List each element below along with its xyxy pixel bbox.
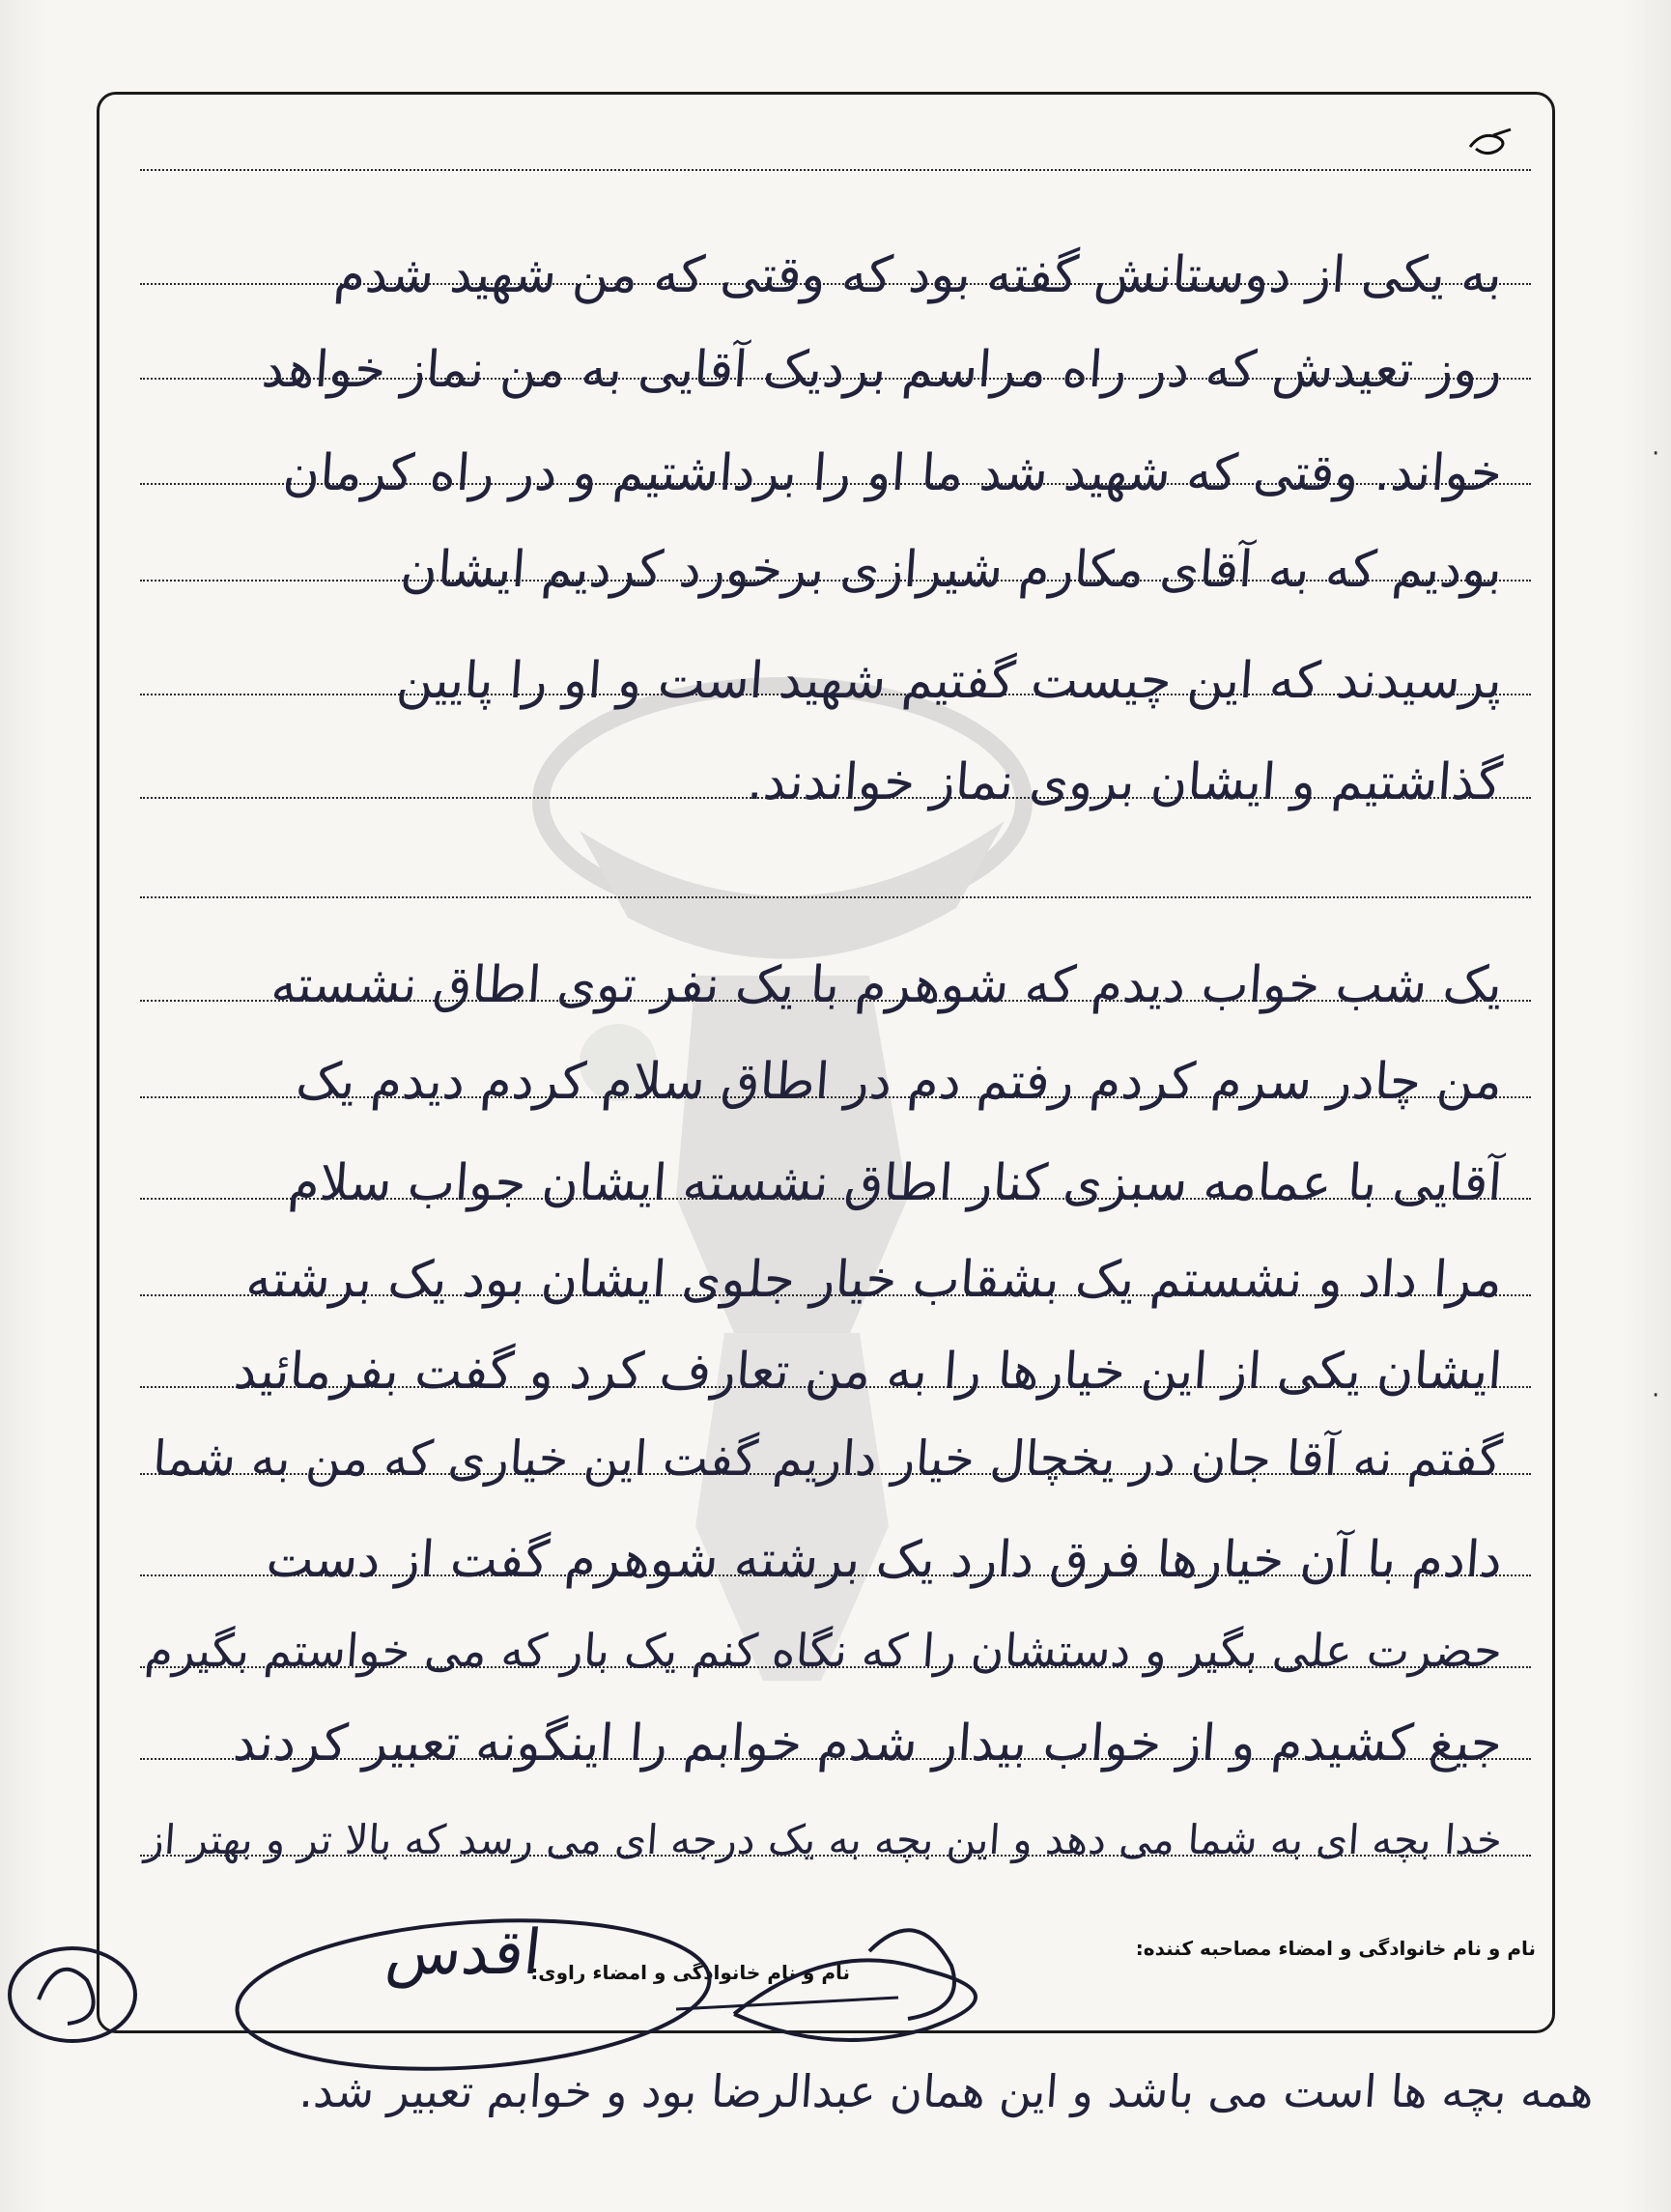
handwritten-line: گفتم نه آقا جان در یخچال خیار داریم گفت این خیاری که من به شما <box>151 1431 1505 1487</box>
handwritten-line: ایشان یکی از این خیارها را به من تعارف کرد و گفت بفرمائید <box>232 1343 1505 1401</box>
handwritten-line: حضرت علی بگیر و دستشان را که نگاه کنم یک بار که می خواستم بگیرم <box>143 1625 1504 1678</box>
signature-scribbles-icon <box>0 1835 1671 2086</box>
handwritten-line: آقایی با عمامه سبزی کنار اطاق نشسته ایشان جواب سلام <box>286 1154 1505 1212</box>
ruled-line <box>140 896 1531 898</box>
handwritten-line: روز تعیدش که در راه مراسم بردیک آقایی به من نماز خواهد <box>260 341 1505 399</box>
handwritten-line: پرسیدند که این چیست گفتیم شهید است و او را پایین <box>394 652 1505 710</box>
handwritten-line: یک شب خواب دیدم که شوهرم با یک نفر توی اطاق نشسته <box>269 956 1505 1014</box>
handwritten-line: خواند. وقتی که شهید شد ما او را برداشتیم و در راه کرمان <box>281 444 1505 502</box>
interviewer-signature-label: نام و نام خانوادگی و امضاء مصاحبه کننده: <box>1135 1937 1536 1960</box>
handwritten-line: به یکی از دوستانش گفته بود که وقتی که من شهید شدم <box>332 246 1505 304</box>
handwritten-line: بودیم که به آقای مکارم شیرازی برخورد کردیم ایشان <box>398 541 1505 599</box>
handwritten-line: خدا بچه ای به شما می دهد و این بچه به یک درجه ای می رسد که بالا تر و بهتر از <box>143 1816 1504 1863</box>
ruled-line <box>140 169 1531 171</box>
handwritten-line: گذاشتیم و ایشان بروی نماز خواندند. <box>745 753 1505 811</box>
handwritten-line: دادم با آن خیارها فرق دارد یک برشته شوهرم گفت از دست <box>264 1531 1505 1589</box>
margin-mark: · <box>1652 1381 1660 1410</box>
narrator-name-signature: اقدس <box>382 1917 545 1989</box>
handwritten-line: من چادر سرم کردم رفتم دم در اطاق سلام کردم دیدم یک <box>294 1053 1505 1111</box>
pen-note-icon <box>1468 128 1513 156</box>
margin-mark: · <box>1652 440 1660 468</box>
narrator-signature-label: نام و نام خانوادگی و امضاء راوی: <box>530 1961 850 1984</box>
continuation-line: همه بچه ها است می باشد و این همان عبدالرضا بود و خوابم تعبیر شد. <box>297 2065 1596 2117</box>
handwritten-line: مرا داد و نشستم یک بشقاب خیار جلوی ایشان بود یک برشته <box>243 1251 1505 1309</box>
handwritten-line: جیغ کشیدم و از خواب بیدار شدم خوابم را اینگونه تعبیر کردند <box>231 1715 1505 1772</box>
